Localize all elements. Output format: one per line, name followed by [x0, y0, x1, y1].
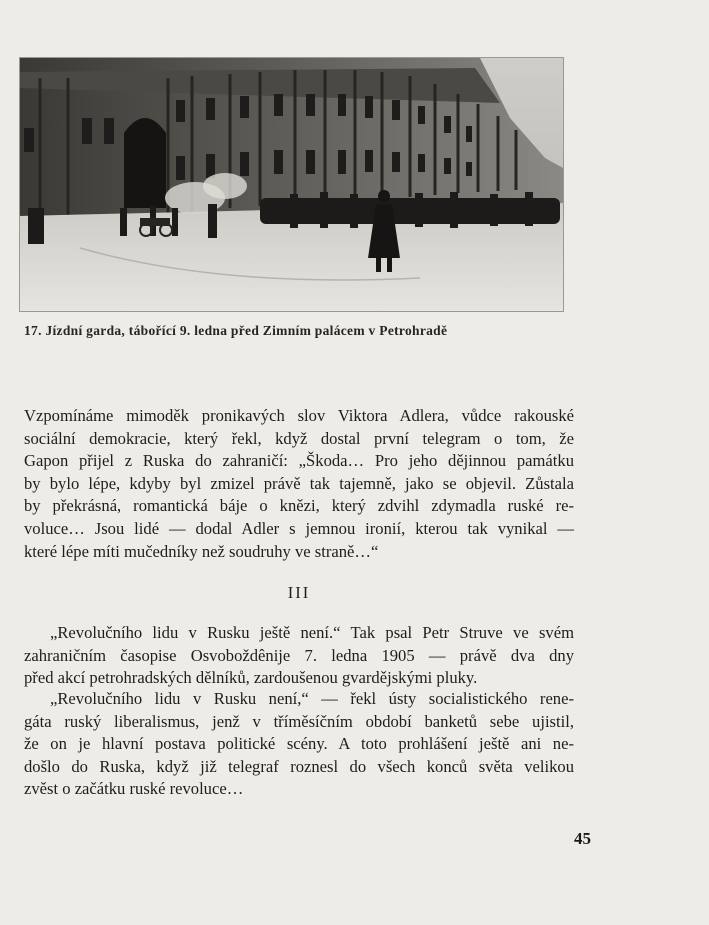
section-heading: III: [287, 583, 311, 602]
text-line: sociální demokracie, který řekl, když dostal první telegram o tom, že: [24, 428, 574, 448]
paragraph-struve: [24, 622, 574, 690]
text-line: gáta ruský liberalismus, jenž v tříměsíčním období banketů sebe ujistil,: [24, 711, 574, 731]
page-number: 45: [574, 829, 591, 848]
text-line: došlo do Ruska, když již telegraf roznesl do všech konců světa velikou: [24, 756, 574, 776]
text-line: by bylo lépe, kdyby byl zmizel právě tak tajemně, jako se objevil. Zůstala: [24, 473, 574, 493]
text-line: Vzpomínáme mimoděk pronikavých slov Viktora Adlera, vůdce rakouské: [24, 406, 574, 425]
photo-caption: 17. Jízdní garda, tábořící 9. ledna před Zimním palácem v Petrohradě: [24, 323, 448, 338]
text-line: Gapon přijel z Ruska do zahraničí: „Škoda… Pro jeho dějinnou památku: [24, 451, 574, 471]
text-line: „Revolučního lidu v Rusku ještě není.“ Tak psal Petr Struve ve svém: [50, 623, 574, 642]
text-line: zahraničním časopise Osvoboždênije 7. ledna 1905 — právě dva dny: [24, 645, 574, 665]
text-line: voluce… Jsou lidé — dodal Adler s jemnou ironií, kterou tak vynikal —: [24, 518, 574, 538]
text-line: že on je hlavní postava politické scény. A toto prohlášení ještě ani ne-: [24, 734, 574, 754]
winter-palace-photo: [19, 57, 564, 312]
text-line: by překrásná, romantická báje o knězi, který zdvihl zdymadla ruské re-: [24, 496, 574, 516]
text-line: před akcí petrohradských dělníků, zardoušenou gvardějskými pluky.: [24, 668, 478, 688]
paragraph-adler-quote: [24, 405, 574, 563]
text-line: „Revolučního lidu v Rusku není,“ — řekl ústy socialistického rene-: [50, 689, 574, 708]
text-line: zvěst o začátku ruské revoluce…: [24, 779, 244, 799]
photo-illustration: [20, 58, 563, 311]
paragraph-liberalism: [24, 688, 574, 801]
text-line: které lépe míti mučedníky než soudruhy ve straně…“: [24, 541, 379, 561]
